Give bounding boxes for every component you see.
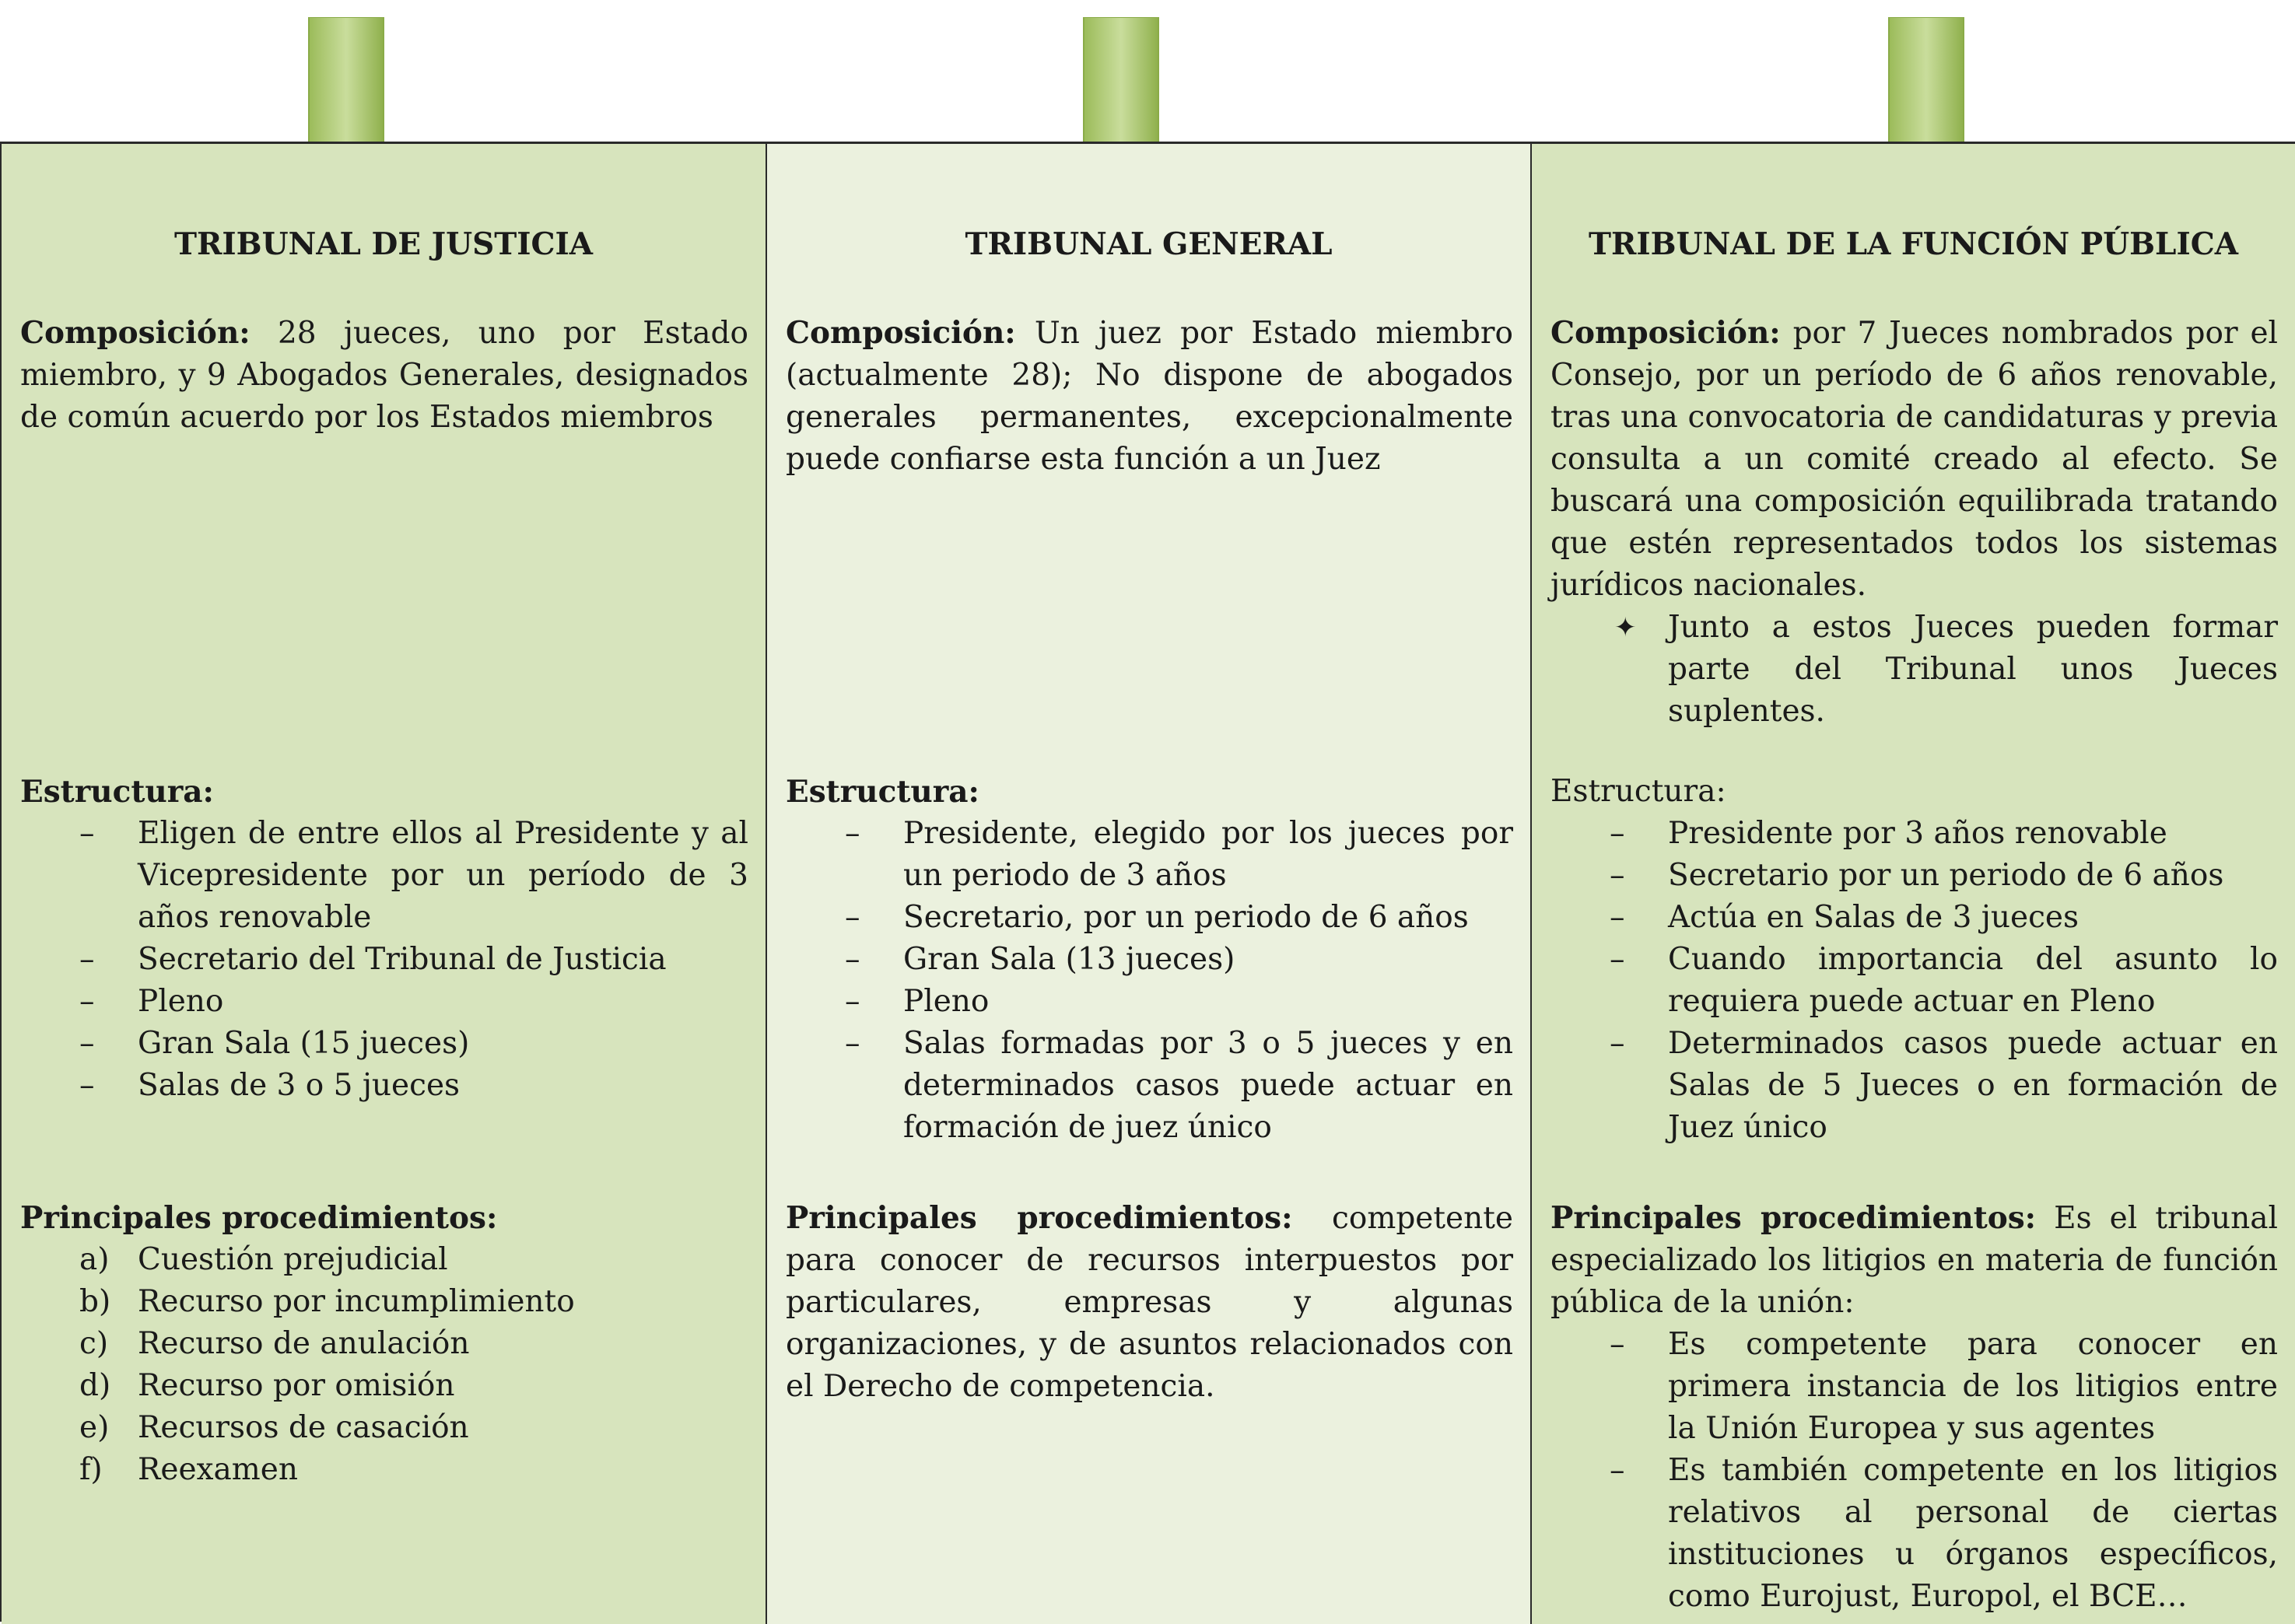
- dash-marker: –: [79, 942, 95, 977]
- column-tribunal-de-justicia: [2, 144, 767, 1624]
- list-item: – Presidente, elegido por los jueces por un periodo de 3 años: [786, 813, 1513, 897]
- list-item: ✦ Junto a estos Jueces pueden formar parte del Tribunal unos Jueces suplentes.: [1550, 607, 2278, 733]
- dash-marker: –: [845, 942, 860, 977]
- composicion-label: Composición:: [1550, 315, 1781, 351]
- list-item: – Salas de 3 o 5 jueces: [20, 1065, 748, 1107]
- list-item: – Actúa en Salas de 3 jueces: [1550, 897, 2278, 939]
- column-title: TRIBUNAL DE JUSTICIA: [173, 226, 594, 262]
- list-item: – Secretario por un periodo de 6 años: [1550, 855, 2278, 897]
- list-item: a) Cuestión prejudicial: [79, 1242, 448, 1277]
- dash-marker: –: [845, 1026, 860, 1061]
- composicion-text: Un juez por Estado miembro (actualmente 28); No dispone de abogados generales permanentes, excepcionalmente puede confiarse esta función a un Juez: [786, 316, 1513, 477]
- dash-marker: –: [79, 984, 95, 1019]
- estructura-section: [786, 771, 1513, 1149]
- list-item: – Es también competente en los litigios relativos al personal de ciertas instituciones u órganos específicos, como Eurojust, Europol, el BCE…: [1550, 1450, 2278, 1618]
- composicion-text: 28 jueces, uno por Estado miembro, y 9 Abogados Generales, designados de común acuerdo por los Estados miembros: [20, 316, 748, 435]
- list-item: – Secretario del Tribunal de Justicia: [20, 939, 748, 981]
- star-bullet-icon: ✦: [1614, 612, 1637, 643]
- procedimientos-label: Principales procedimientos:: [1550, 1200, 2037, 1236]
- column-title: TRIBUNAL DE LA FUNCIÓN PÚBLICA: [1588, 226, 2239, 262]
- composicion-label: Composición:: [786, 315, 1016, 351]
- procedimientos-section: [786, 1197, 1513, 1408]
- procedimientos-section: [1550, 1197, 2278, 1618]
- composicion-section: [786, 312, 1513, 481]
- list-item: c) Recurso de anulación: [79, 1326, 470, 1361]
- list-item: b) Recurso por incumplimiento: [79, 1284, 575, 1319]
- dash-marker: –: [845, 900, 860, 935]
- dash-marker: –: [845, 816, 860, 851]
- estructura-section: [1550, 771, 2278, 1149]
- list-item: – Gran Sala (15 jueces): [20, 1023, 748, 1065]
- list-item: – Pleno: [786, 981, 1513, 1023]
- dash-marker: –: [79, 1026, 95, 1061]
- estructura-label: Estructura:: [1550, 774, 1726, 809]
- composicion-label: Composición:: [20, 315, 251, 351]
- column-tribunal-general: [767, 144, 1532, 1624]
- list-item: e) Recursos de casación: [79, 1410, 469, 1445]
- list-item: – Es competente para conocer en primera instancia de los litigios entre la Unión Europea y sus agentes: [1550, 1324, 2278, 1450]
- procedimientos-section: [20, 1197, 748, 1491]
- dash-marker: –: [1610, 816, 1625, 851]
- composicion-text: por 7 Jueces nombrados por el Consejo, por un período de 6 años renovable, tras una convocatoria de candidaturas y previa consulta a un comité creado al efecto. Se buscará una composición equilibrada tratando que estén representados todos los sistemas jurídicos nacionales.: [1550, 316, 2278, 603]
- dash-marker: –: [1610, 1327, 1625, 1362]
- column-tribunal-funcion-publica: [1532, 144, 2295, 1624]
- dash-marker: –: [1610, 900, 1625, 935]
- list-item: – Secretario, por un periodo de 6 años: [786, 897, 1513, 939]
- list-item: – Presidente por 3 años renovable: [1550, 813, 2278, 855]
- composicion-section: [1550, 312, 2278, 733]
- procedimientos-text: Es el tribunal especializado los litigios en materia de función pública de la unión:: [1550, 1201, 2278, 1320]
- estructura-section: [20, 771, 748, 1107]
- list-item: f) Reexamen: [79, 1452, 298, 1487]
- dash-marker: –: [845, 984, 860, 1019]
- dash-marker: –: [79, 1068, 95, 1103]
- estructura-label: Estructura:: [20, 774, 214, 810]
- dash-marker: –: [1610, 858, 1625, 893]
- dash-marker: –: [1610, 1026, 1625, 1061]
- list-item: – Pleno: [20, 981, 748, 1023]
- dash-marker: –: [79, 816, 95, 851]
- procedimientos-label: Principales procedimientos:: [20, 1200, 498, 1236]
- list-item: – Eligen de entre ellos al Presidente y al Vicepresidente por un período de 3 años renovable: [20, 813, 748, 939]
- list-item: d) Recurso por omisión: [79, 1368, 455, 1403]
- composicion-section: [20, 312, 748, 439]
- courts-comparison-table: [0, 142, 2295, 1622]
- list-item: – Cuando importancia del asunto lo requiera puede actuar en Pleno: [1550, 939, 2278, 1023]
- dash-marker: –: [1610, 942, 1625, 977]
- procedimientos-text: competente para conocer de recursos interpuestos por particulares, empresas y algunas organizaciones, y de asuntos relacionados con el Derecho de competencia.: [786, 1201, 1513, 1404]
- dash-marker: –: [1610, 1453, 1625, 1488]
- list-item: – Gran Sala (13 jueces): [786, 939, 1513, 981]
- estructura-label: Estructura:: [786, 774, 979, 810]
- procedimientos-label: Principales procedimientos:: [786, 1200, 1293, 1236]
- column-title: TRIBUNAL GENERAL: [965, 226, 1333, 262]
- list-item: – Determinados casos puede actuar en Salas de 5 Jueces o en formación de Juez único: [1550, 1023, 2278, 1149]
- list-item: – Salas formadas por 3 o 5 jueces y en determinados casos puede actuar en formación de juez único: [786, 1023, 1513, 1149]
